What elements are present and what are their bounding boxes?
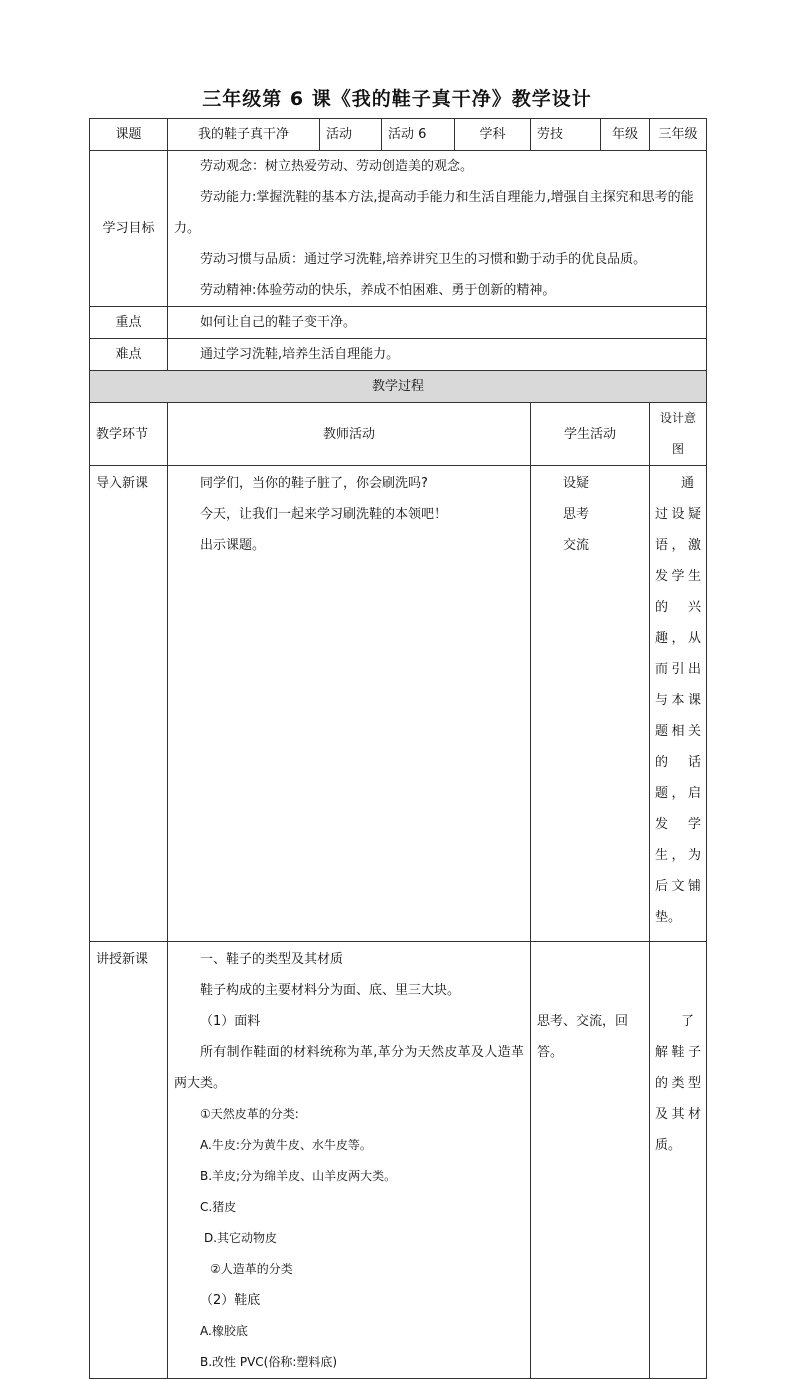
header-row [90, 119, 707, 151]
process-heading: 教学过程 [90, 371, 707, 403]
subject-label: 学科 [455, 119, 531, 151]
difficulty-label: 难点 [90, 339, 168, 371]
intro-intent: 通过设疑语，激发学生的兴趣，从而引出与本课题相关的话题，启发学生，为后文铺垫。 [650, 466, 707, 942]
column-header-stage: 教学环节 [90, 403, 168, 466]
lecture-teacher-line: A.橡胶底 [200, 1324, 248, 1338]
key-point-row [90, 307, 707, 339]
objective-item: 劳动能力:掌握洗鞋的基本方法,提高动手能力和生活自理能力,增强自主探究和思考的能力。 [174, 190, 694, 236]
lecture-teacher-line: 一、鞋子的类型及其材质 [200, 952, 344, 967]
lecture-teacher-line: D.其它动物皮 [204, 1231, 278, 1245]
intro-teacher-line: 同学们，当你的鞋子脏了，你会刷洗吗? [200, 476, 428, 491]
document-title: 三年级第 6 课《我的鞋子真干净》教学设计 [202, 88, 592, 110]
lecture-stage: 讲授新课 [90, 942, 168, 1379]
lecture-student: 思考、交流，回答。 [531, 942, 650, 1379]
objective-item: 劳动习惯与品质：通过学习洗鞋,培养讲究卫生的习惯和勤于动手的优良品质。 [200, 252, 647, 267]
intro-student-line: 思考 [563, 507, 590, 522]
intro-stage: 导入新课 [90, 466, 168, 942]
lecture-teacher-line: ②人造革的分类 [210, 1262, 293, 1276]
lecture-teacher-line: 所有制作鞋面的材料统称为革,革分为天然皮革及人造革两大类。 [174, 1045, 524, 1091]
lecture-teacher-line: ①天然皮革的分类: [200, 1107, 299, 1121]
grade-label: 年级 [601, 119, 650, 151]
lecture-teacher-line: 鞋子构成的主要材料分为面、底、里三大块。 [200, 983, 461, 998]
lecture-teacher-line: B.羊皮;分为绵羊皮、山羊皮两大类。 [200, 1169, 397, 1183]
difficulty-row [90, 339, 707, 371]
intro-teacher-line: 今天，让我们一起来学习刷洗鞋的本领吧！ [200, 507, 448, 522]
lecture-teacher-line: A.牛皮:分为黄牛皮、水牛皮等。 [200, 1138, 372, 1152]
difficulty-text: 通过学习洗鞋,培养生活自理能力。 [168, 339, 707, 371]
grade-value: 三年级 [650, 119, 707, 151]
lecture-teacher-line: C.猪皮 [200, 1200, 237, 1214]
activity-label: 活动 [320, 119, 382, 151]
lecture-row [90, 942, 707, 1379]
lecture-intent: 了解鞋子的类型及其材质。 [650, 942, 707, 1379]
intro-teacher [168, 466, 531, 942]
intro-teacher-line: 出示课题。 [200, 538, 266, 553]
lecture-teacher [168, 942, 531, 1379]
objectives-content [168, 151, 707, 307]
intro-row [90, 466, 707, 942]
objectives-row [90, 151, 707, 307]
intro-student-line: 设疑 [563, 476, 590, 491]
column-header-student: 学生活动 [531, 403, 650, 466]
objective-item: 劳动精神:体验劳动的快乐，养成不怕困难、勇于创新的精神。 [200, 283, 556, 298]
key-point-text: 如何让自己的鞋子变干净。 [168, 307, 707, 339]
column-header-intent: 设计意图 [650, 403, 707, 466]
objective-item: 劳动观念：树立热爱劳动、劳动创造美的观念。 [200, 159, 474, 174]
intro-student [531, 466, 650, 942]
subject-value: 劳技 [531, 119, 601, 151]
objectives-label: 学习目标 [90, 151, 168, 307]
process-columns-row [90, 403, 707, 466]
topic-value: 我的鞋子真干净 [168, 119, 320, 151]
column-header-teacher: 教师活动 [168, 403, 531, 466]
key-point-label: 重点 [90, 307, 168, 339]
activity-value: 活动 6 [382, 119, 455, 151]
topic-label: 课题 [90, 119, 168, 151]
lecture-teacher-line: B.改性 PVC(俗称:塑料底) [200, 1355, 338, 1369]
process-heading-row [90, 371, 707, 403]
lecture-teacher-line: （1）面料 [200, 1014, 261, 1029]
intro-student-line: 交流 [563, 538, 590, 553]
lesson-plan-table [89, 118, 707, 1379]
lecture-teacher-line: （2）鞋底 [200, 1293, 261, 1308]
